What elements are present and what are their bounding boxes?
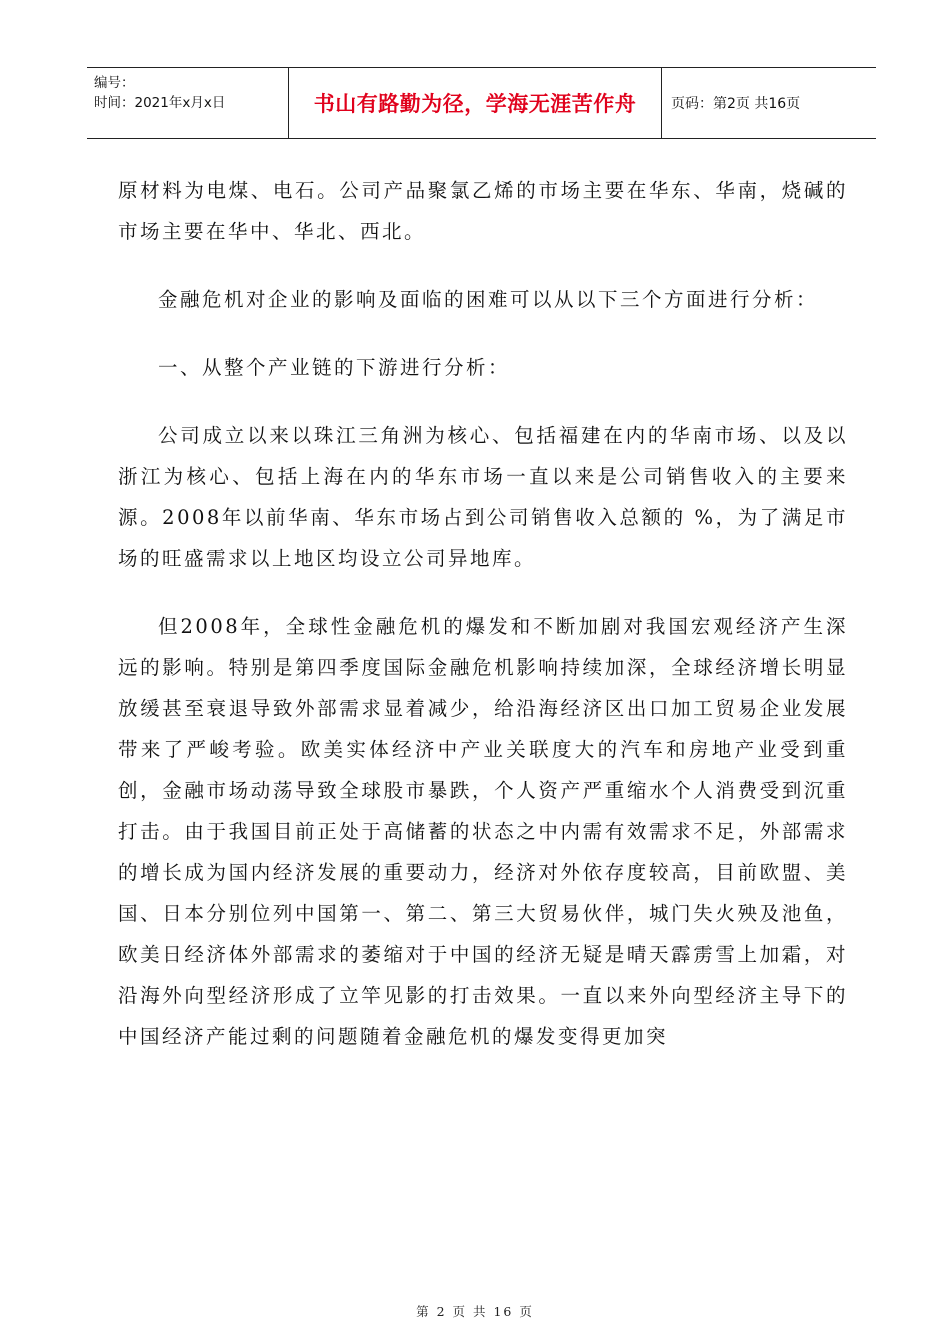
paragraph-analysis-intro: 金融危机对企业的影响及面临的困难可以从以下三个方面进行分析： [158, 288, 819, 311]
document-body [118, 170, 848, 1057]
section-heading-downstream: 一、从整个产业链的下游进行分析： [158, 356, 511, 379]
header-motto: 书山有路勤为径，学海无涯苦作舟 [313, 92, 637, 116]
page-footer: 第 2 页 共 16 页 [416, 1304, 534, 1319]
document-number-label: 编号： [94, 75, 135, 91]
header-meta-cell [87, 68, 289, 138]
document-time-label: 时间：2021年x月x日 [94, 95, 226, 111]
paragraph-raw-materials: 原材料为电煤、电石。公司产品聚氯乙烯的市场主要在华东、华南，烧碱的市场主要在华中、华北、西北。 [118, 179, 848, 243]
document-header [87, 67, 876, 139]
paragraph-financial-crisis: 但2008年，全球性金融危机的爆发和不断加剧对我国宏观经济产生深远的影响。特别是第四季度国际金融危机影响持续加深，全球经济增长明显放缓甚至衰退导致外部需求显着减少，给沿海经济区出口加工贸易企业发展带来了严峻考验。欧美实体经济中产业关联度大的汽车和房地产业受到重创，金融市场动荡导致全球股市暴跌，个人资产严重缩水个人消费受到沉重打击。由于我国目前正处于高储蓄的状态之中内需有效需求不足，外部需求的增长成为国内经济发展的重要动力，经济对外依存度较高，目前欧盟、美国、日本分别位列中国第一、第二、第三大贸易伙伴，城门失火殃及池鱼，欧美日经济体外部需求的萎缩对于中国的经济无疑是晴天霹雳雪上加霜，对沿海外向型经济形成了立竿见影的打击效果。一直以来外向型经济主导下的中国经济产能过剩的问题随着金融危机的爆发变得更加突 [118, 615, 848, 1048]
header-page-number: 页码：第2页 共16页 [671, 96, 801, 112]
header-page-cell [662, 68, 876, 138]
paragraph-market-history: 公司成立以来以珠江三角洲为核心、包括福建在内的华南市场、以及以浙江为核心、包括上海在内的华东市场一直以来是公司销售收入的主要来源。2008年以前华南、华东市场占到公司销售收入总额的 %，为了满足市场的旺盛需求以上地区均设立公司异地库。 [118, 424, 848, 570]
header-motto-cell [289, 68, 662, 138]
